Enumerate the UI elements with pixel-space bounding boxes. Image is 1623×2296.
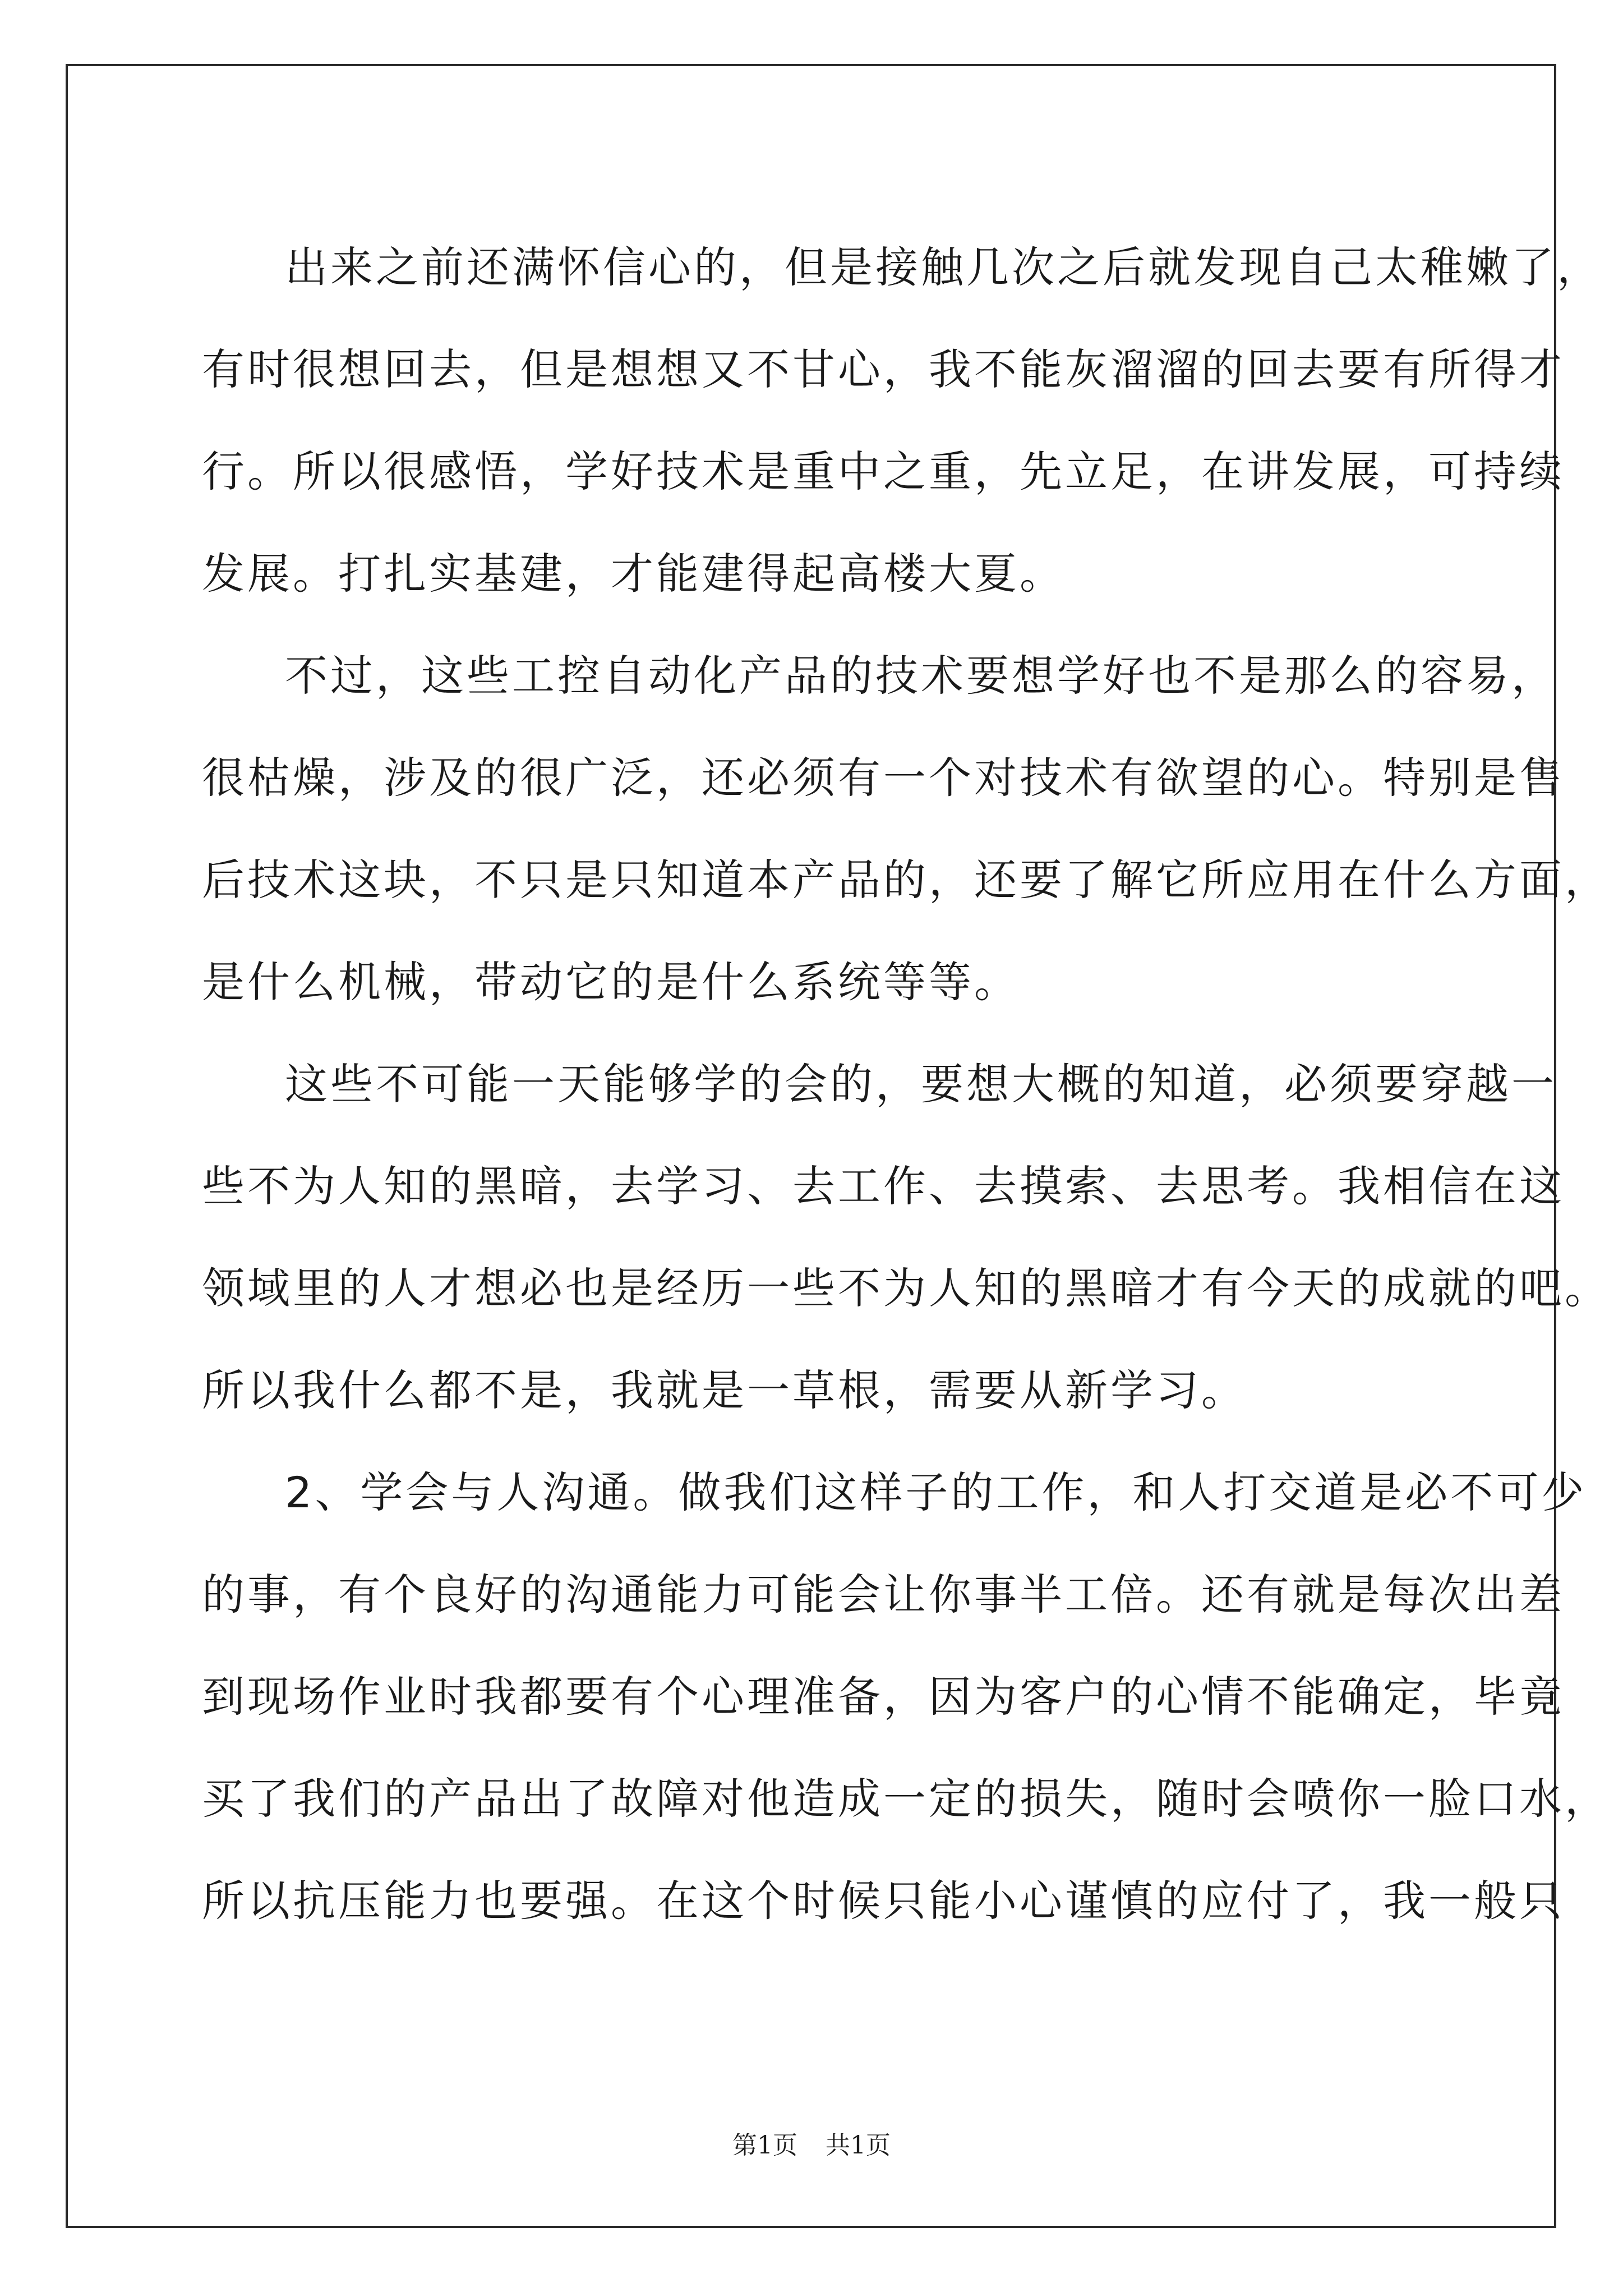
document-body bbox=[202, 217, 1610, 1952]
text-line: 很枯燥，涉及的很广泛，还必须有一个对技术有欲望的心。特别是售 bbox=[202, 753, 1565, 803]
text-line: 领域里的人才想必也是经历一些不为人知的黑暗才有今天的成就的吧。 bbox=[202, 1263, 1610, 1313]
text-line: 2、学会与人沟通。做我们这样子的工作，和人打交道是必不可少 bbox=[285, 1467, 1587, 1517]
text-line: 行。所以很感悟，学好技术是重中之重，先立足，在讲发展，可持续 bbox=[202, 447, 1565, 496]
text-line: 所以我什么都不是，我就是一草根，需要从新学习。 bbox=[202, 1365, 1247, 1415]
text-line: 到现场作业时我都要有个心理准备，因为客户的心情不能确定，毕竟 bbox=[202, 1672, 1565, 1722]
text-line: 不过，这些工控自动化产品的技术要想学好也不是那么的容易， bbox=[285, 651, 1557, 701]
text-line: 些不为人知的黑暗，去学习、去工作、去摸索、去思考。我相信在这 bbox=[202, 1161, 1565, 1211]
text-line: 所以抗压能力也要强。在这个时候只能小心谨慎的应付了，我一般只 bbox=[202, 1876, 1565, 1926]
text-line: 后技术这块，不只是只知道本产品的，还要了解它所应用在什么方面， bbox=[202, 855, 1610, 905]
page-number: 第1页 bbox=[732, 2131, 797, 2160]
text-line: 出来之前还满怀信心的，但是接触几次之后就发现自己太稚嫩了， bbox=[285, 242, 1602, 292]
text-line: 发展。打扎实基建，才能建得起高楼大夏。 bbox=[202, 549, 1065, 599]
text-line: 有时很想回去，但是想想又不甘心，我不能灰溜溜的回去要有所得才 bbox=[202, 344, 1565, 394]
text-line: 买了我们的产品出了故障对他造成一定的损失，随时会喷你一脸口水， bbox=[202, 1774, 1610, 1824]
page-total: 共1页 bbox=[826, 2131, 891, 2160]
text-line: 这些不可能一天能够学的会的，要想大概的知道，必须要穿越一 bbox=[285, 1059, 1557, 1109]
page-footer bbox=[0, 2125, 1623, 2161]
text-line: 的事，有个良好的沟通能力可能会让你事半工倍。还有就是每次出差 bbox=[202, 1570, 1565, 1619]
text-line: 是什么机械，带动它的是什么系统等等。 bbox=[202, 957, 1020, 1007]
